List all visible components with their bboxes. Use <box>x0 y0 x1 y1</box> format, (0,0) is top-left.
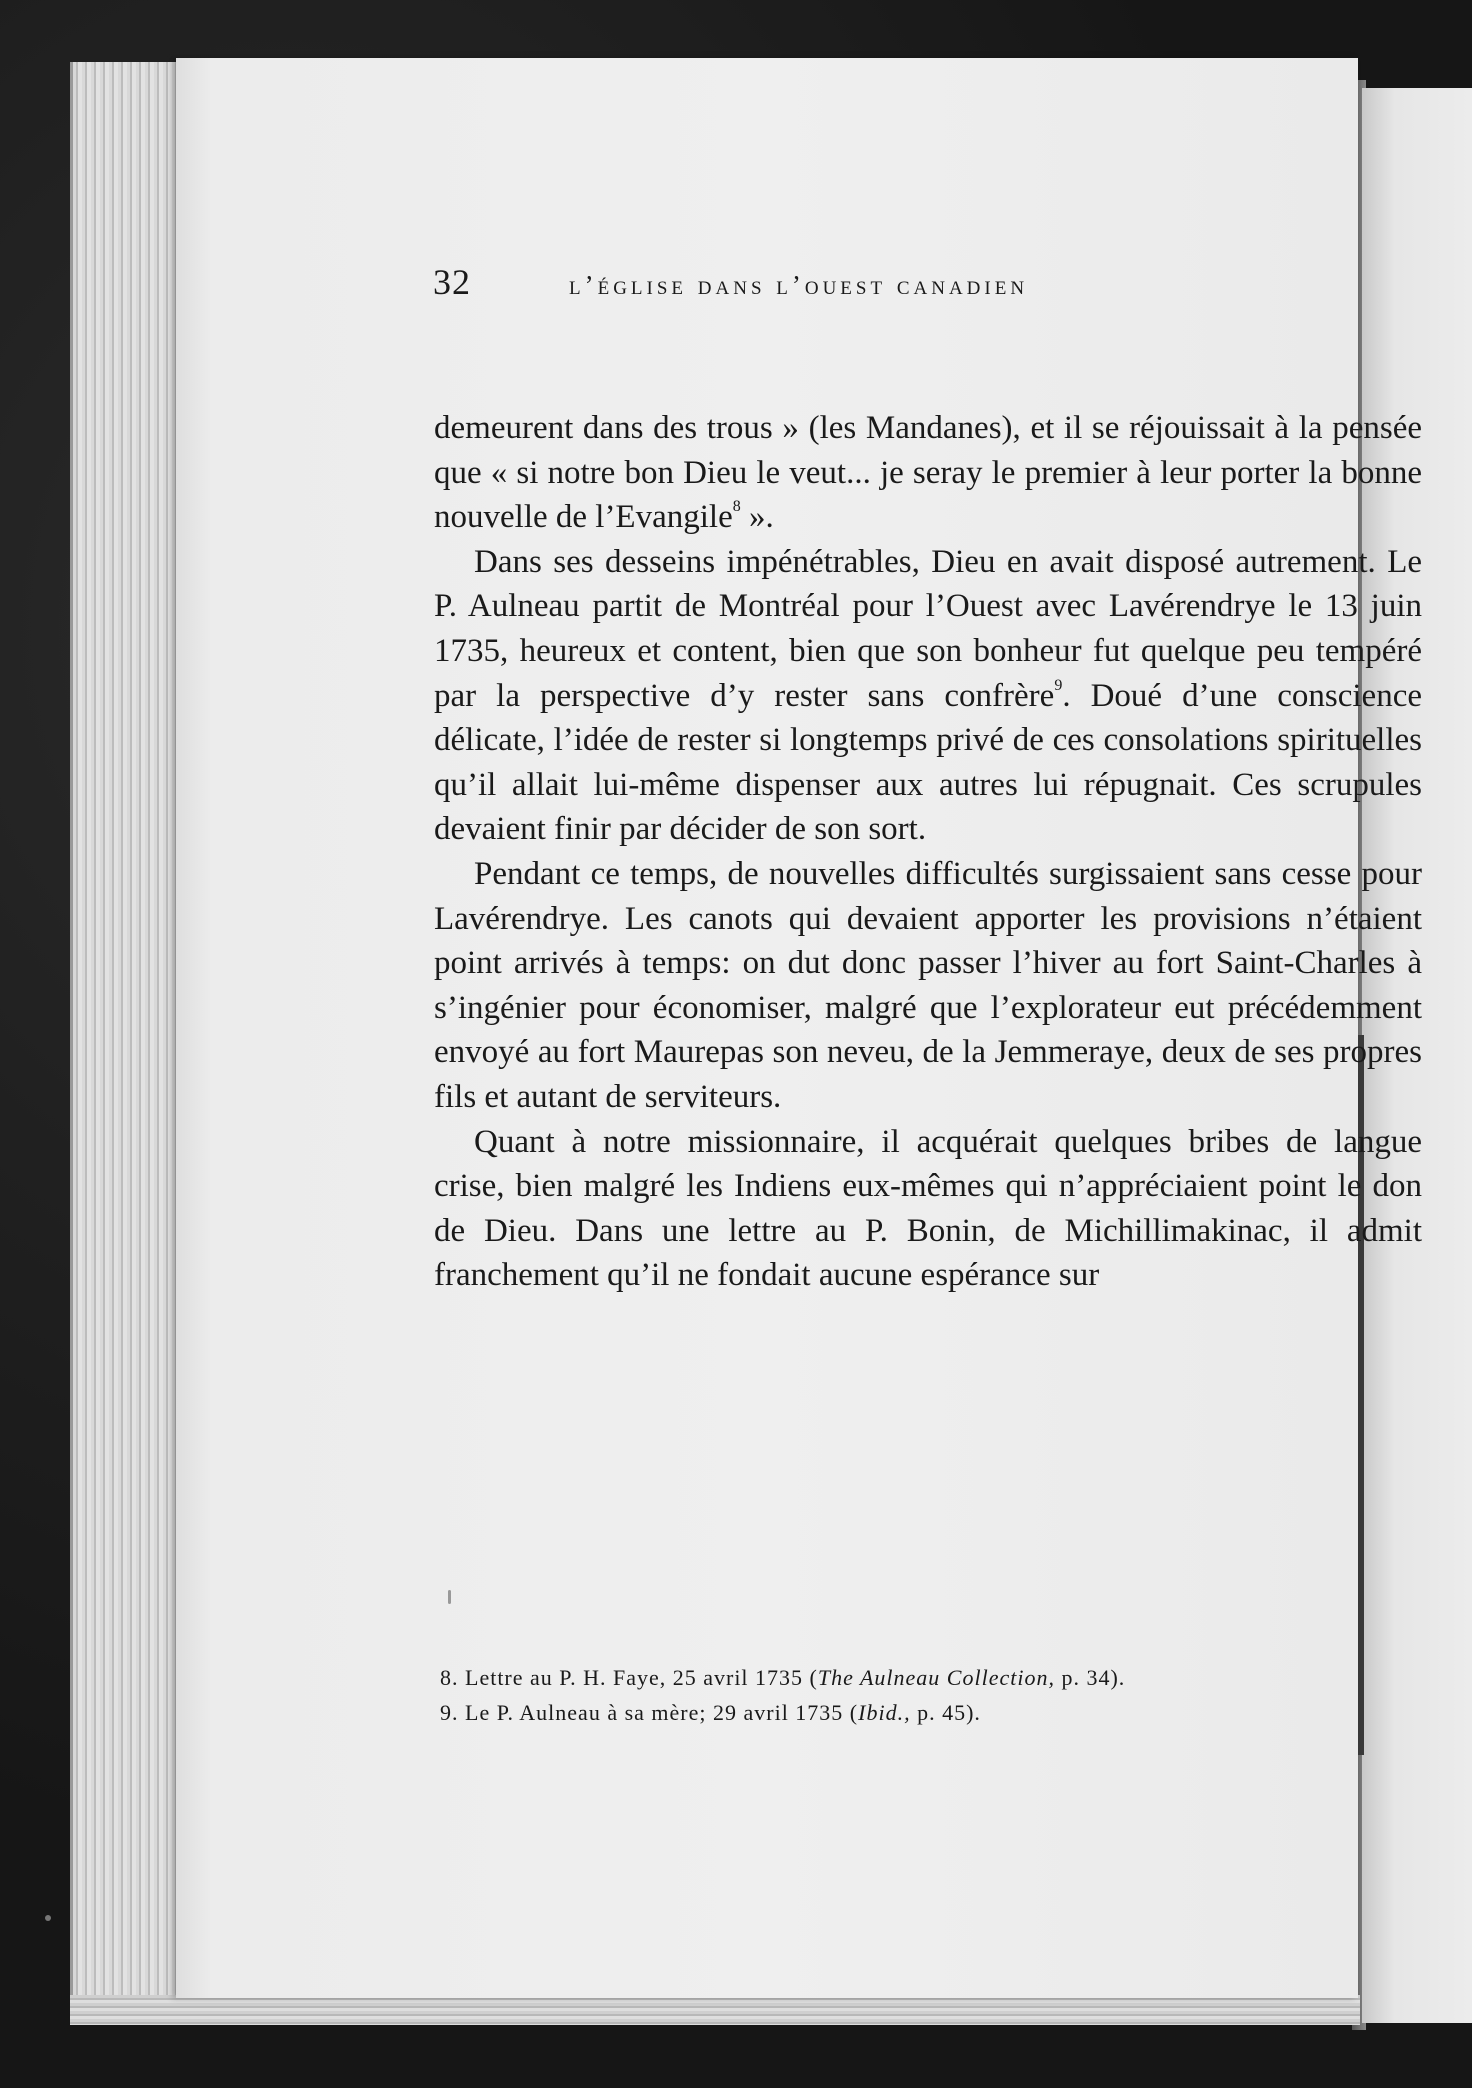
footnote-ref-9: 9 <box>1054 676 1063 694</box>
paragraph-2-text-a: Dans ses desseins impénétrables, Dieu en avait disposé autrement. Le P. Aulneau partit de Montréal pour l’Ouest avec Lavérendrye le 13 juin 1735, heureux et content, bien que son bonheur fut quelque peu tempéré par la perspective d’y rester sans confrère <box>434 543 1422 714</box>
page-number: 32 <box>433 262 471 302</box>
footnote-ref-8: 8 <box>732 498 741 516</box>
running-title: l’église dans l’ouest canadien <box>569 270 1029 300</box>
book-page <box>176 58 1422 1998</box>
paragraph-1 <box>434 406 1422 540</box>
dust-speck <box>45 1915 51 1921</box>
footnote-8-title: The Aulneau Collection, <box>817 1665 1055 1690</box>
dust-speck <box>448 1590 451 1604</box>
page-stack-bottom <box>70 1995 1360 2025</box>
footnote-8 <box>412 1664 1422 1691</box>
footnote-9-tail: p. 45). <box>910 1700 981 1725</box>
paragraph-1-end: ». <box>740 499 774 536</box>
footnotes <box>412 1664 1422 1734</box>
footnote-9-title: Ibid., <box>858 1700 911 1725</box>
paragraph-4: Quant à notre missionnaire, il acquérait quelques bribes de langue crise, bien malgré les Indiens eux-mêmes qui n’appréciaient point le don de Dieu. Dans une lettre au P. Bonin, de Michillimakinac, il admit franchement qu’il ne fondait aucune espérance sur <box>434 1123 1422 1294</box>
footnote-9-lead: 9. Le P. Aulneau à sa mère; 29 avril 1735 ( <box>440 1700 859 1725</box>
paragraph-2 <box>434 540 1422 852</box>
page-stack-edges <box>70 62 193 2022</box>
paragraph-1-text: demeurent dans des trous » (les Mandanes), et il se réjouissait à la pensée que « si notre bon Dieu le veut... je seray le premier à leur porter la bonne nouvelle de l’Evangile <box>434 410 1422 536</box>
footnote-9 <box>412 1699 1422 1726</box>
paragraph-3: Pendant ce temps, de nouvelles difficultés surgissaient sans cesse pour Lavérendrye. Les canots qui devaient apporter les provisions n’étaient point arrivés à temps: on dut donc passer l’hiver au fort Saint-Charles à s’ingénier pour économiser, malgré que l’explorateur eut précédemment envoyé au fort Maurepas son neveu, de la Jemmeraye, deux de ses propres fils et autant de serviteurs. <box>434 855 1422 1115</box>
page-content <box>176 58 1422 1998</box>
paragraph-2-text-b: . Doué d’une conscience délicate, l’idée de rester si longtemps privé de ces consolations spirituelles qu’il allait lui-même dispenser aux autres lui répugnait. Ces scrupules devaient finir par décider de son sort. <box>434 677 1422 848</box>
footnote-8-lead: 8. Lettre au P. H. Faye, 25 avril 1735 ( <box>440 1665 818 1690</box>
footnote-8-tail: p. 34). <box>1054 1665 1126 1690</box>
body-text <box>434 406 1422 1298</box>
